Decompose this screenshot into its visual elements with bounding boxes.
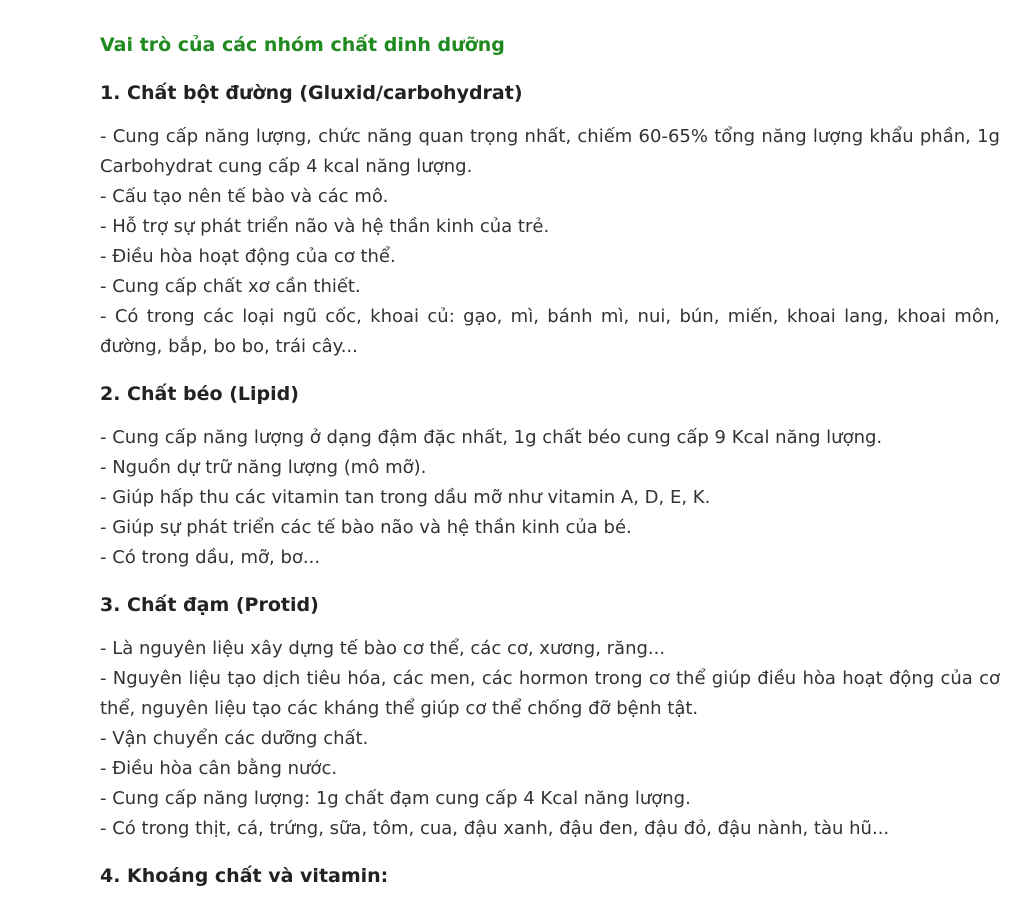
list-item: - Cung cấp năng lượng: 1g chất đạm cung cấp 4 Kcal năng lượng. <box>100 788 691 809</box>
bullet-list <box>100 423 1000 573</box>
section-minerals-vitamins <box>100 861 1000 891</box>
list-item: - Vận chuyển các dưỡng chất. <box>100 728 369 749</box>
page-title: Vai trò của các nhóm chất dinh dưỡng <box>100 34 505 56</box>
section-lipid <box>100 379 1000 573</box>
section-protid <box>100 590 1000 844</box>
list-item: - Điều hòa hoạt động của cơ thể. <box>100 246 396 267</box>
list-item: - Hỗ trợ sự phát triển não và hệ thần kinh của trẻ. <box>100 216 550 237</box>
list-item: - Cung cấp năng lượng ở dạng đậm đặc nhất, 1g chất béo cung cấp 9 Kcal năng lượng. <box>100 427 883 448</box>
list-item: - Nguồn dự trữ năng lượng (mô mỡ). <box>100 457 427 478</box>
list-item: - Giúp sự phát triển các tế bào não và hệ thần kinh của bé. <box>100 517 632 538</box>
list-item: - Nguyên liệu tạo dịch tiêu hóa, các men, các hormon trong cơ thể giúp điều hòa hoạt động của cơ thể, nguyên liệu tạo các kháng thể giúp cơ thể chống đỡ bệnh tật. <box>100 668 1000 719</box>
section-heading: 4. Khoáng chất và vitamin: <box>100 865 389 887</box>
article <box>100 28 1000 905</box>
list-item: - Có trong thịt, cá, trứng, sữa, tôm, cua, đậu xanh, đậu đen, đậu đỏ, đậu nành, tàu hũ... <box>100 818 890 839</box>
section-heading: 1. Chất bột đường (Gluxid/carbohydrat) <box>100 82 523 104</box>
list-item: - Là nguyên liệu xây dựng tế bào cơ thể, các cơ, xương, răng... <box>100 638 666 659</box>
list-item: - Cung cấp chất xơ cần thiết. <box>100 276 361 297</box>
list-item: - Cấu tạo nên tế bào và các mô. <box>100 186 389 207</box>
bullet-list <box>100 122 1000 362</box>
list-item: - Giúp hấp thu các vitamin tan trong dầu mỡ như vitamin A, D, E, K. <box>100 487 711 508</box>
bullet-list <box>100 634 1000 844</box>
list-item: - Có trong dầu, mỡ, bơ... <box>100 547 321 568</box>
list-item: - Cung cấp năng lượng, chức năng quan trọng nhất, chiếm 60-65% tổng năng lượng khẩu phần, 1g Carbohydrat cung cấp 4 kcal năng lượng. <box>100 126 1000 177</box>
section-heading: 3. Chất đạm (Protid) <box>100 594 319 616</box>
list-item: - Điều hòa cân bằng nước. <box>100 758 338 779</box>
section-heading: 2. Chất béo (Lipid) <box>100 383 299 405</box>
section-carbohydrate <box>100 78 1000 362</box>
list-item: - Có trong các loại ngũ cốc, khoai củ: gạo, mì, bánh mì, nui, bún, miến, khoai lang, khoai môn, đường, bắp, bo bo, trái cây... <box>100 306 1000 357</box>
